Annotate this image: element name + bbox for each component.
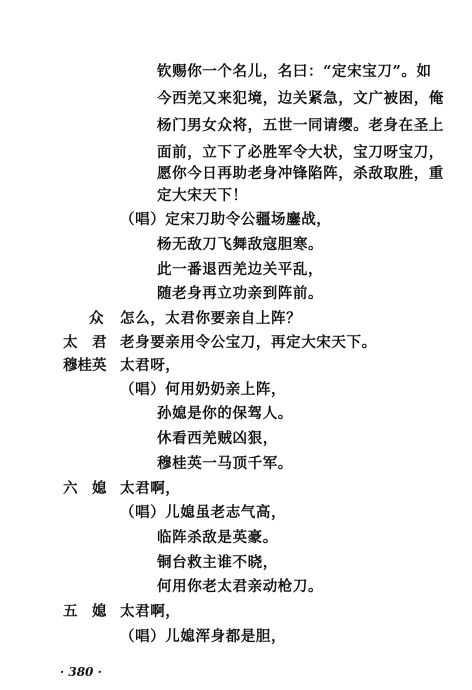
dialogue-line: 太君啊， [120,603,181,620]
prose-line: 杨门男女众将，五世一同请缨。老身在圣上 [157,117,444,134]
prose-line: 面前，立下了必胜军令大状，宝刀呀宝刀， [157,144,444,161]
verse-line: 杨无敌刀飞舞敌寇胆寒。 [157,236,324,253]
verse-line: 何用你老太君亲动枪刀。 [157,578,324,595]
speaker-label: 五 媳 [63,603,107,620]
verse-line: 此一番退西羌边关平乱， [157,261,324,278]
dialogue-line: 怎么，太君你要亲自上阵？ [120,310,302,327]
prose-line: 钦赐你一个名儿，名曰：“定宋宝刀”。如 [157,63,432,80]
prose-line: 定大宋天下！ [157,187,248,204]
verse-line: 穆桂英一马顶千军。 [157,455,293,472]
speaker-label: 众 [89,310,104,327]
prose-line: 愿你今日再助老身冲锋陷阵，杀敌取胜，重 [157,165,444,182]
verse-line: （唱）儿媳浑身都是胆， [120,628,287,645]
verse-line: 孙媳是你的保驾人。 [157,405,293,422]
verse-line: 休看西羌贼凶狠， [157,430,278,447]
verse-line: 临阵杀敌是英豪。 [157,529,278,546]
verse-line: （唱）儿媳虽老志气高， [120,504,287,521]
verse-line: 随老身再立功亲到阵前。 [157,285,324,302]
dialogue-line: 太君呀， [120,357,181,374]
verse-line: （唱）定宋刀助令公疆场鏖战， [120,211,332,228]
dialogue-line: 老身要亲用令公宝刀，再定大宋天下。 [120,334,377,351]
verse-line: 铜台救主谁不晓， [157,554,278,571]
dialogue-line: 太君啊， [120,480,181,497]
speaker-label: 太 君 [63,334,107,351]
speaker-label: 穆桂英 [63,357,107,374]
page-number: · 380 · [60,665,102,679]
verse-line: （唱）何用奶奶亲上阵， [120,381,287,398]
prose-line: 今西羌又来犯境，边关紧急，文广被困，俺 [157,90,444,107]
speaker-label: 六 媳 [63,480,107,497]
